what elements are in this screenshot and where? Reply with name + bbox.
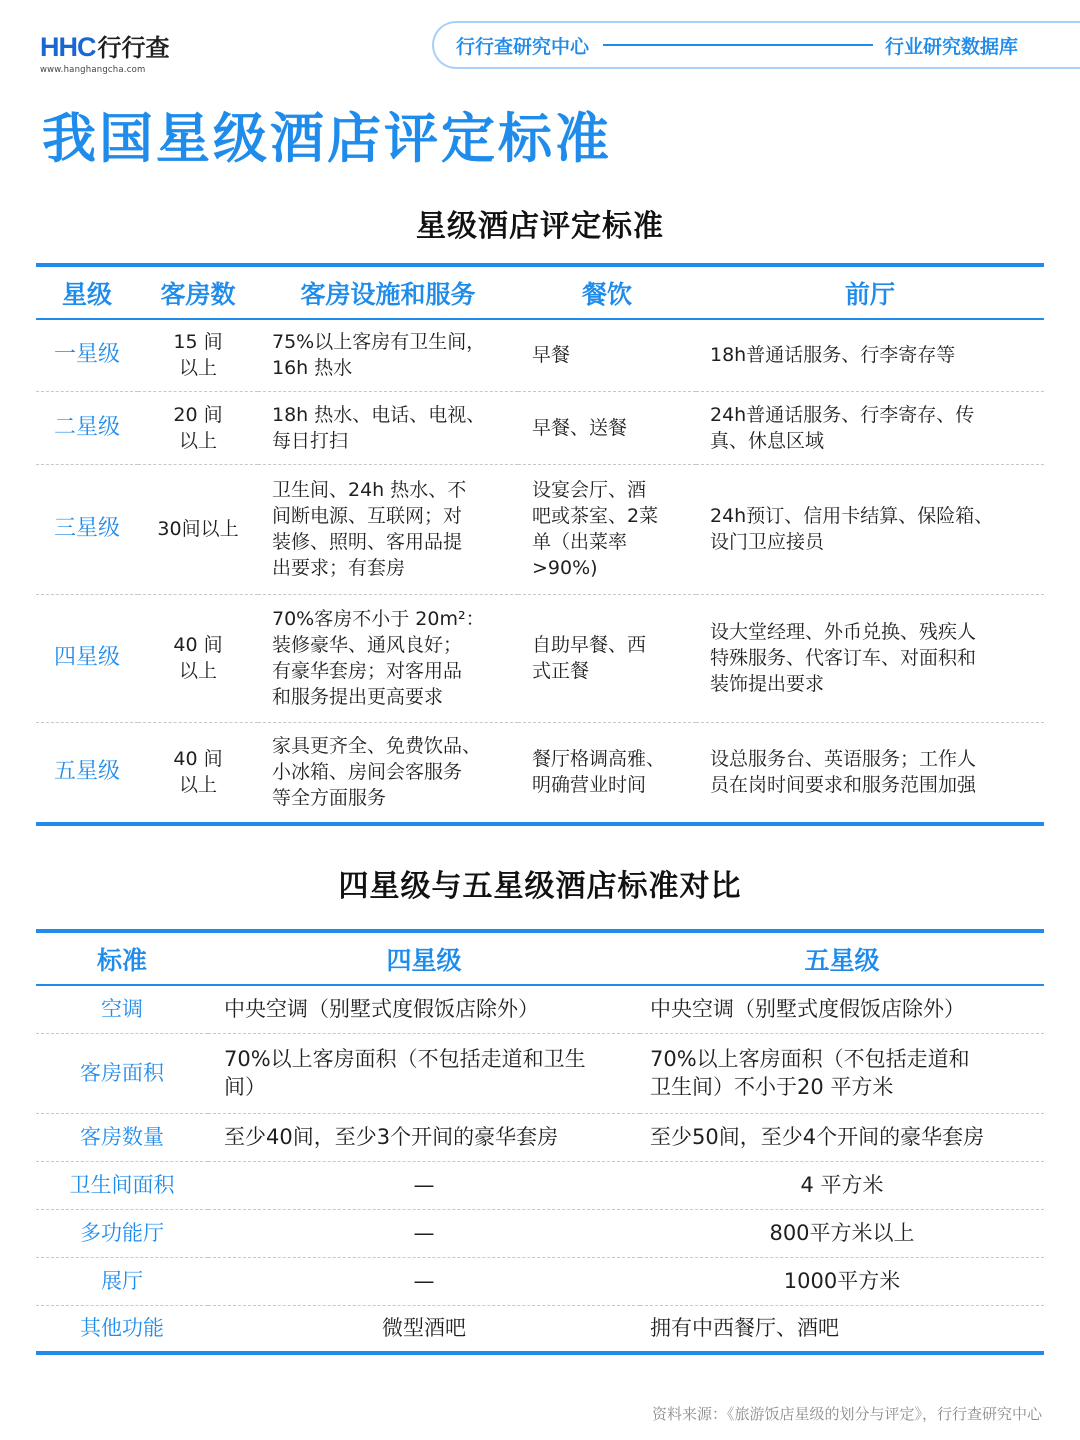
- standard-cell: 卫生间面积: [69, 1173, 175, 1197]
- five-star-cell: 1000平方米: [783, 1269, 901, 1293]
- header-right-label: 行业研究数据库: [885, 35, 1019, 58]
- room-count-cell: 40 间 以上: [173, 634, 223, 682]
- page-title: 我国星级酒店评定标准: [42, 107, 612, 170]
- table2-title: 四星级与五星级酒店标准对比: [338, 869, 742, 904]
- logo-name: 行行查: [97, 34, 170, 62]
- dining-cell: 餐厅格调高雅、 明确营业时间: [532, 748, 666, 797]
- header-left-label: 行行查研究中心: [456, 35, 590, 58]
- table-row: [36, 1257, 1044, 1305]
- col-header-star: 星级: [61, 279, 112, 309]
- lobby-cell: 24h普通话服务、行李寄存、传 真、休息区域: [710, 403, 975, 452]
- table2-header-row: [36, 931, 1044, 985]
- dining-cell: 早餐: [532, 344, 571, 367]
- four-star-cell: —: [413, 1173, 435, 1197]
- table-row: [36, 319, 1044, 391]
- lobby-cell: 设总服务台、英语服务；工作人 员在岗时间要求和服务范围加强: [710, 748, 977, 797]
- brand-logo: [40, 28, 170, 75]
- four-star-cell: 至少40间，至少3个开间的豪华套房: [224, 1125, 559, 1149]
- star-level-cell: 二星级: [53, 414, 120, 440]
- star-level-cell: 四星级: [53, 645, 120, 670]
- facilities-cell: 75%以上客房有卫生间， 16h 热水: [272, 331, 486, 380]
- table1-header-row: [36, 265, 1044, 319]
- table-row: [36, 985, 1044, 1033]
- table1-title: 星级酒店评定标准: [416, 209, 664, 244]
- four-star-cell: 微型酒吧: [382, 1316, 466, 1341]
- five-star-cell: 拥有中西餐厅、酒吧: [650, 1316, 839, 1341]
- col-header-dining: 餐饮: [581, 279, 632, 309]
- col-header-rooms: 客房数: [160, 279, 236, 309]
- table-row: [36, 1113, 1044, 1161]
- facilities-cell: 卫生间、24h 热水、不 间断电源、互联网；对 装修、照明、客用品提 出要求；有套房: [272, 479, 467, 579]
- standard-cell: 客房面积: [80, 1061, 164, 1085]
- standard-cell: 其他功能: [80, 1316, 164, 1341]
- lobby-cell: 18h普通话服务、行李寄存等: [710, 344, 956, 367]
- source-note: 资料来源：《旅游饭店星级的划分与评定》，行行查研究中心: [651, 1405, 1042, 1423]
- standard-cell: 多功能厅: [80, 1221, 164, 1245]
- facilities-cell: 家具更齐全、免费饮品、 小冰箱、房间会客服务 等全方面服务: [272, 735, 482, 810]
- table-row: [36, 1161, 1044, 1209]
- table-row: [36, 722, 1044, 824]
- col-header-facilities: 客房设施和服务: [300, 279, 476, 309]
- dining-cell: 早餐、送餐: [532, 416, 628, 439]
- star-level-cell: 一星级: [53, 342, 120, 368]
- col-header-five-star: 五星级: [804, 945, 880, 975]
- star-level-cell: 三星级: [53, 516, 120, 541]
- four-star-cell: —: [413, 1221, 435, 1245]
- col-header-lobby: 前厅: [844, 279, 895, 309]
- col-header-four-star: 四星级: [386, 945, 462, 975]
- header-banner: [432, 21, 1080, 69]
- room-count-cell: 20 间 以上: [173, 403, 223, 452]
- table-row: [36, 1209, 1044, 1257]
- facilities-cell: 18h 热水、电话、电视、 每日打扫: [272, 403, 486, 452]
- star-level-cell: 五星级: [53, 759, 120, 785]
- header-divider-line: [603, 44, 873, 46]
- lobby-cell: 设大堂经理、外币兑换、残疾人 特殊服务、代客订车、对面积和 装饰提出要求: [710, 621, 977, 695]
- col-header-standard: 标准: [96, 945, 147, 975]
- room-count-cell: 15 间 以上: [173, 331, 223, 380]
- standard-cell: 空调: [101, 997, 143, 1022]
- four-star-cell: 中央空调（别墅式度假饭店除外）: [224, 997, 539, 1022]
- table-row: [36, 391, 1044, 464]
- facilities-cell: 70%客房不小于 20m²： 装修豪华、通风良好； 有豪华套房；对客用品 和服务提出更高要求: [272, 608, 485, 708]
- four-star-cell: 70%以上客房面积（不包括走道和卫生 间）: [224, 1047, 586, 1099]
- four-star-cell: —: [413, 1269, 435, 1293]
- dining-cell: 自助早餐、西 式正餐: [532, 634, 647, 682]
- star-standards-table: [36, 263, 1044, 826]
- standard-cell: 客房数量: [80, 1125, 164, 1149]
- room-count-cell: 30间以上: [157, 518, 239, 540]
- lobby-cell: 24h预订、信用卡结算、保险箱、 设门卫应接员: [710, 505, 994, 553]
- table-row: [36, 1033, 1044, 1113]
- table-row: [36, 594, 1044, 722]
- table-row: [36, 464, 1044, 594]
- five-star-cell: 4 平方米: [800, 1173, 884, 1197]
- table-row: [36, 1305, 1044, 1353]
- standard-cell: 展厅: [101, 1269, 143, 1293]
- dining-cell: 设宴会厅、酒 吧或茶室、2菜 单（出菜率 >90%): [532, 479, 659, 579]
- five-star-cell: 70%以上客房面积（不包括走道和 卫生间）不小于20 平方米: [650, 1047, 970, 1099]
- logo-mark: HHC: [40, 32, 96, 62]
- five-star-cell: 中央空调（别墅式度假饭店除外）: [650, 997, 965, 1022]
- logo-url: www.hanghangcha.com: [40, 65, 146, 75]
- five-star-cell: 至少50间，至少4个开间的豪华套房: [650, 1125, 985, 1149]
- comparison-table: [36, 929, 1044, 1355]
- room-count-cell: 40 间 以上: [173, 748, 223, 797]
- five-star-cell: 800平方米以上: [769, 1221, 915, 1245]
